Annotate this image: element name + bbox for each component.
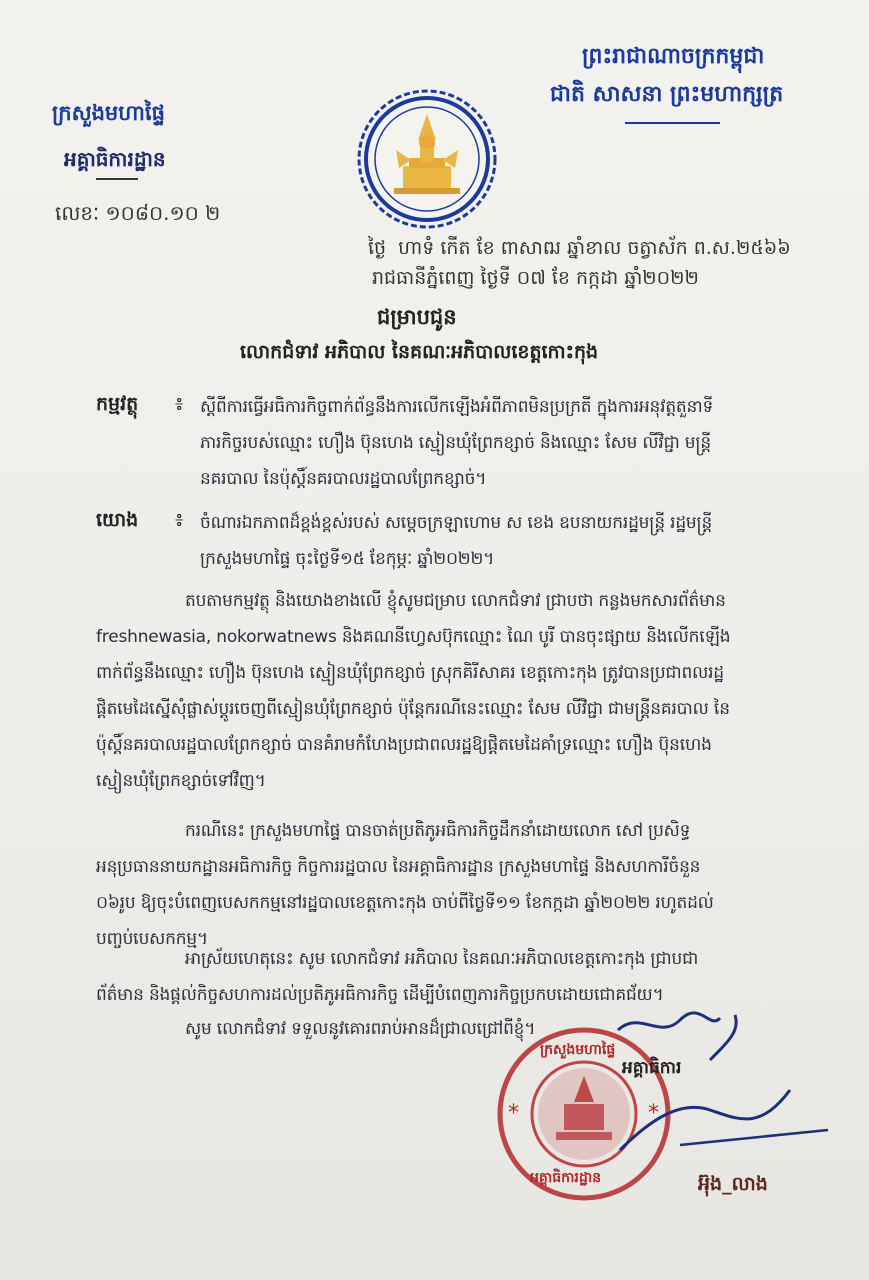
para1-line-2: freshnewasia, nokorwatnews និងគណនីហ្វេសប៊ុកឈ្មោះ ណៃ បូរី បានចុះផ្សាយ និងលើកឡើង <box>96 627 731 647</box>
lunar-date: ថ្ងៃ ​ ហាទំ កើត ​ខែ ពាសាឍ ឆ្នាំខាល ចត្វាស័ក ព.ស.២៥៦៦ <box>368 237 791 259</box>
para3-line-1: អាស្រ័យហេតុនេះ សូម លោកជំទាវ អភិបាល នៃគណៈអភិបាលខេត្តកោះកុង ជ្រាបជា <box>185 949 699 969</box>
para1-line-3: ពាក់ព័ន្ធនឹងឈ្មោះ ហឿង ប៊ុនហេង ស្មៀនឃុំព្រែកខ្សាច់ ស្រុកគិរីសាគរ ខេត្តកោះកុង ត្រូវបានប្រជាពលរដ្ឋ <box>96 663 724 683</box>
para3-line-2: ព័ត៌មាន និងផ្តល់កិច្ចសហការដល់ប្រតិភូអធិការកិច្ច ដើម្បីបំពេញភារកិច្ចប្រកបដោយជោគជ័យ។ <box>96 985 664 1005</box>
para2-line-2: អនុប្រធាននាយកដ្ឋានអធិការកិច្ច កិច្ចការរដ្ឋបាល នៃអគ្គាធិការដ្ឋាន ក្រសួងមហាផ្ទៃ និងសហការីចំនួន <box>96 857 701 877</box>
closing-line: សូម លោកជំទាវ ទទួលនូវគោរពរាប់អានដ៏ជ្រាលជ្រៅពីខ្ញុំ។ <box>185 1019 536 1039</box>
subject-colon: ៖ <box>175 393 184 415</box>
subject-label: កម្មវត្ថុ <box>96 393 139 415</box>
stamp-top-text: ក្រសួងមហាផ្ទៃ <box>540 1042 616 1058</box>
recipient: លោកជំទាវ អភិបាល នៃគណៈអភិបាលខេត្តកោះកុង <box>240 341 599 363</box>
svg-text:*: * <box>648 1101 659 1126</box>
reference-colon: ៖ <box>175 509 184 531</box>
document-number: លេខៈ ១០៨០.១០ ២ <box>55 201 221 225</box>
para1-line-6: ស្មៀនឃុំព្រែកខ្សាច់ទៅវិញ។ <box>96 771 266 791</box>
reference-line-2: ក្រសួងមហាផ្ទៃ ចុះថ្ងៃទី១៥ ខែកុម្ភៈ ឆ្នាំ២០២២។ <box>200 549 495 569</box>
subject-line-2: ភារកិច្ចរបស់ឈ្មោះ ហឿង ប៊ុនហេង ស្មៀនឃុំព្រែកខ្សាច់ និងឈ្មោះ សែម លីវិជ្ជា មន្រ្តី <box>200 433 712 453</box>
stamp-bottom-text: អគ្គាធិការដ្ឋាន <box>530 1170 602 1186</box>
reference-label: យោង <box>96 509 139 531</box>
signer-name: អ៊ុង_លាង <box>698 1173 768 1195</box>
national-motto: ជាតិ សាសនា ព្រះមហាក្សត្រ <box>550 82 784 107</box>
subject-line-1: ស្តីពីការធ្វើអធិការកិច្ចពាក់ព័ន្ធនឹងការលើកឡើងអំពីភាពមិនប្រក្រតី ក្នុងការអនុវត្តតួនាទី <box>200 397 714 417</box>
department-ornament <box>96 178 138 180</box>
document-title: ជម្រាបជូន <box>377 305 457 329</box>
ministry-emblem-icon <box>356 88 498 230</box>
subject-line-3: នគរបាល នៃប៉ុស្តិ៍នគរបាលរដ្ឋបាលព្រែកខ្សាច់។ <box>200 469 487 489</box>
para2-line-1: ករណីនេះ ក្រសួងមហាផ្ទៃ បានចាត់ប្រតិភូអធិការកិច្ចដឹកនាំដោយលោក សៅ ប្រសិទ្ធ <box>185 821 691 841</box>
handwritten-signature-icon <box>560 1000 840 1180</box>
kingdom-title: ព្រះរាជាណាចក្រកម្ពុជា <box>582 44 765 69</box>
para1-line-5: ប៉ុស្តិ៍នគរបាលរដ្ឋបាលព្រែកខ្សាច់ បានគំរាមកំហែងប្រជាពលរដ្ឋឱ្យផ្តិតមេដៃគាំទ្រឈ្មោះ ហឿង ប៊ុនហេង <box>96 735 712 755</box>
department-name: អគ្គាធិការដ្ឋាន <box>64 147 166 171</box>
ministry-name: ក្រសួងមហាផ្ទៃ <box>52 101 165 125</box>
para2-line-3: ០៦រូប ឱ្យចុះបំពេញបេសកកម្មនៅរដ្ឋបាលខេត្តកោះកុង ចាប់ពីថ្ងៃទី១១ ខែកក្កដា ឆ្នាំ២០២២ រហូតដល់ <box>96 893 714 913</box>
para1-line-1: តបតាមកម្មវត្ថុ និងយោងខាងលើ ខ្ញុំសូមជម្រាប លោកជំទាវ ជ្រាបថា កន្លងមកសារព័ត៌មាន <box>185 591 726 611</box>
para1-line-4: ផ្តិតមេដៃស្នើសុំផ្លាស់ប្តូរចេញពីស្មៀនឃុំព្រែកខ្សាច់ ប៉ុន្តែករណីនេះឈ្មោះ សែម លីវិជ្ជា ជាមន្រ្តីនគរបាល នៃ <box>96 699 730 719</box>
motto-ornament <box>625 122 720 124</box>
para2-line-4: បញ្ចប់បេសកកម្ម។ <box>96 929 208 949</box>
signer-title: អគ្គាធិការ <box>622 1058 682 1078</box>
reference-line-1: ចំណារឯកភាពដ៏ខ្ពង់ខ្ពស់របស់ សម្តេចក្រឡាហោម ស ខេង ឧបនាយករដ្ឋមន្រ្តី រដ្ឋមន្រ្តី <box>200 513 713 533</box>
place-date: រាជធានីភ្នំពេញ ថ្ងៃទី ០៧ ខែ កក្កដា ឆ្នាំ២០២២ <box>372 267 699 289</box>
svg-text:*: * <box>508 1101 519 1126</box>
